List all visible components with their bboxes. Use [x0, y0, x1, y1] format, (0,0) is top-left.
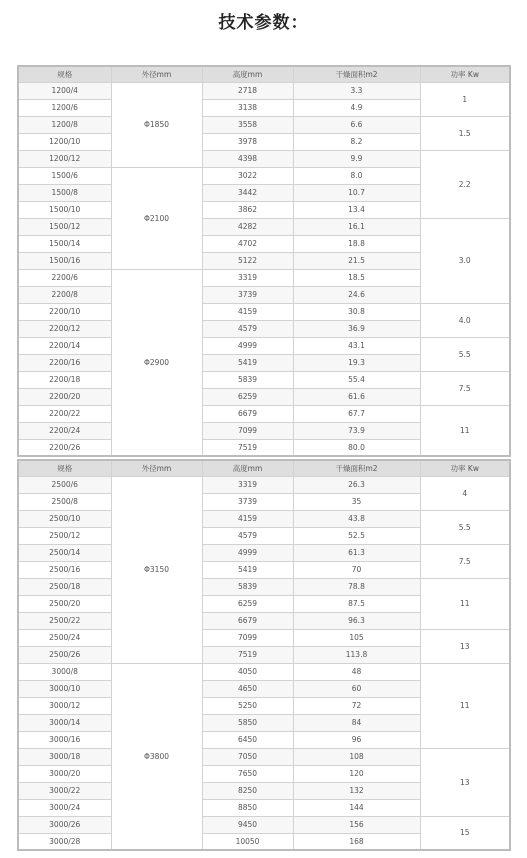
- table-row: [18, 629, 510, 646]
- height-cell: 7519: [202, 439, 293, 456]
- spec-cell: 3000/16: [18, 731, 111, 748]
- spec-cell: 2500/6: [18, 476, 111, 493]
- area-cell: 19.3: [293, 354, 420, 371]
- height-cell: 5250: [202, 697, 293, 714]
- area-cell: 120: [293, 765, 420, 782]
- height-cell: 7099: [202, 422, 293, 439]
- area-cell: 8.2: [293, 133, 420, 150]
- area-cell: 73.9: [293, 422, 420, 439]
- spec-cell: 3000/20: [18, 765, 111, 782]
- spec-cell: 2500/10: [18, 510, 111, 527]
- spec-cell: 3000/28: [18, 833, 111, 850]
- area-cell: 156: [293, 816, 420, 833]
- height-cell: 4282: [202, 218, 293, 235]
- spec-cell: 3000/12: [18, 697, 111, 714]
- power-cell: 1.5: [420, 116, 510, 150]
- spec-cell: 1200/8: [18, 116, 111, 133]
- height-cell: 4702: [202, 235, 293, 252]
- spec-cell: 2500/26: [18, 646, 111, 663]
- height-cell: 4159: [202, 510, 293, 527]
- height-cell: 6679: [202, 612, 293, 629]
- page-title: 技术参数：: [218, 13, 309, 33]
- area-cell: 18.8: [293, 235, 420, 252]
- height-cell: 4650: [202, 680, 293, 697]
- table-row: [18, 82, 510, 99]
- area-cell: 9.9: [293, 150, 420, 167]
- spec-cell: 2200/24: [18, 422, 111, 439]
- spec-cell: 3000/22: [18, 782, 111, 799]
- height-cell: 6450: [202, 731, 293, 748]
- area-cell: 43.8: [293, 510, 420, 527]
- area-cell: 113.8: [293, 646, 420, 663]
- height-cell: 4999: [202, 337, 293, 354]
- height-cell: 8250: [202, 782, 293, 799]
- header-diameter: 外径mm: [111, 460, 202, 476]
- area-cell: 70: [293, 561, 420, 578]
- power-cell: 7.5: [420, 544, 510, 578]
- height-cell: 9450: [202, 816, 293, 833]
- height-cell: 3739: [202, 493, 293, 510]
- spec-cell: 1200/4: [18, 82, 111, 99]
- height-cell: 5419: [202, 354, 293, 371]
- spec-cell: 2200/20: [18, 388, 111, 405]
- table-header-row: [18, 460, 510, 476]
- area-cell: 144: [293, 799, 420, 816]
- power-cell: 5.5: [420, 510, 510, 544]
- power-cell: 2.2: [420, 150, 510, 218]
- power-cell: 11: [420, 405, 510, 456]
- area-cell: 84: [293, 714, 420, 731]
- spec-table-1: [17, 65, 511, 457]
- table-row: [18, 116, 510, 133]
- area-cell: 61.3: [293, 544, 420, 561]
- area-cell: 3.3: [293, 82, 420, 99]
- area-cell: 105: [293, 629, 420, 646]
- height-cell: 5839: [202, 371, 293, 388]
- area-cell: 18.5: [293, 269, 420, 286]
- spec-cell: 1500/6: [18, 167, 111, 184]
- height-cell: 6259: [202, 388, 293, 405]
- height-cell: 5419: [202, 561, 293, 578]
- height-cell: 3138: [202, 99, 293, 116]
- area-cell: 168: [293, 833, 420, 850]
- area-cell: 72: [293, 697, 420, 714]
- spec-cell: 1200/12: [18, 150, 111, 167]
- height-cell: 8850: [202, 799, 293, 816]
- spec-cell: 2500/18: [18, 578, 111, 595]
- spec-cell: 2500/14: [18, 544, 111, 561]
- spec-cell: 3000/24: [18, 799, 111, 816]
- table-header-row: [18, 66, 510, 82]
- height-cell: 5850: [202, 714, 293, 731]
- area-cell: 48: [293, 663, 420, 680]
- area-cell: 96.3: [293, 612, 420, 629]
- height-cell: 3442: [202, 184, 293, 201]
- height-cell: 5122: [202, 252, 293, 269]
- spec-cell: 2200/14: [18, 337, 111, 354]
- table-row: [18, 578, 510, 595]
- table-row: [18, 476, 510, 493]
- area-cell: 87.5: [293, 595, 420, 612]
- spec-cell: 3000/14: [18, 714, 111, 731]
- area-cell: 52.5: [293, 527, 420, 544]
- area-cell: 36.9: [293, 320, 420, 337]
- spec-cell: 2200/22: [18, 405, 111, 422]
- height-cell: 3558: [202, 116, 293, 133]
- area-cell: 43.1: [293, 337, 420, 354]
- power-cell: 15: [420, 816, 510, 850]
- diameter-cell: Φ3150: [111, 476, 202, 663]
- spec-cell: 3000/26: [18, 816, 111, 833]
- power-cell: 5.5: [420, 337, 510, 371]
- height-cell: 4579: [202, 527, 293, 544]
- height-cell: 2718: [202, 82, 293, 99]
- spec-cell: 1200/10: [18, 133, 111, 150]
- area-cell: 67.7: [293, 405, 420, 422]
- area-cell: 96: [293, 731, 420, 748]
- spec-cell: 2200/8: [18, 286, 111, 303]
- area-cell: 26.3: [293, 476, 420, 493]
- spec-cell: 2200/16: [18, 354, 111, 371]
- area-cell: 30.8: [293, 303, 420, 320]
- height-cell: 3978: [202, 133, 293, 150]
- area-cell: 10.7: [293, 184, 420, 201]
- spec-cell: 2500/12: [18, 527, 111, 544]
- table-row: [18, 337, 510, 354]
- area-cell: 80.0: [293, 439, 420, 456]
- height-cell: 4999: [202, 544, 293, 561]
- header-spec: 规格: [18, 460, 111, 476]
- height-cell: 3022: [202, 167, 293, 184]
- area-cell: 21.5: [293, 252, 420, 269]
- spec-cell: 1200/6: [18, 99, 111, 116]
- diameter-cell: Φ2100: [111, 167, 202, 269]
- table-row: [18, 218, 510, 235]
- height-cell: 7519: [202, 646, 293, 663]
- spec-cell: 2500/24: [18, 629, 111, 646]
- header-power: 功率 Kw: [420, 460, 510, 476]
- spec-cell: 3000/10: [18, 680, 111, 697]
- spec-cell: 1500/12: [18, 218, 111, 235]
- diameter-cell: Φ2900: [111, 269, 202, 456]
- table-row: [18, 510, 510, 527]
- spec-cell: 2200/18: [18, 371, 111, 388]
- spec-cell: 1500/10: [18, 201, 111, 218]
- power-cell: 1: [420, 82, 510, 116]
- header-height: 高度mm: [202, 66, 293, 82]
- table-row: [18, 663, 510, 680]
- spec-cell: 2500/16: [18, 561, 111, 578]
- header-height: 高度mm: [202, 460, 293, 476]
- table-row: [18, 303, 510, 320]
- height-cell: 3739: [202, 286, 293, 303]
- header-spec: 规格: [18, 66, 111, 82]
- area-cell: 16.1: [293, 218, 420, 235]
- header-drying-area: 干燥面积m2: [293, 460, 420, 476]
- height-cell: 4398: [202, 150, 293, 167]
- diameter-cell: Φ3800: [111, 663, 202, 850]
- power-cell: 4: [420, 476, 510, 510]
- spec-table-2: [17, 459, 511, 851]
- spec-cell: 2500/8: [18, 493, 111, 510]
- table-row: [18, 748, 510, 765]
- area-cell: 132: [293, 782, 420, 799]
- height-cell: 7650: [202, 765, 293, 782]
- spec-cell: 1500/16: [18, 252, 111, 269]
- area-cell: 78.8: [293, 578, 420, 595]
- area-cell: 55.4: [293, 371, 420, 388]
- height-cell: 6679: [202, 405, 293, 422]
- power-cell: 11: [420, 663, 510, 748]
- spec-cell: 1500/8: [18, 184, 111, 201]
- table-row: [18, 544, 510, 561]
- header-diameter: 外径mm: [111, 66, 202, 82]
- spec-cell: 3000/8: [18, 663, 111, 680]
- height-cell: 3319: [202, 269, 293, 286]
- height-cell: 7050: [202, 748, 293, 765]
- height-cell: 7099: [202, 629, 293, 646]
- header-power: 功率 Kw: [420, 66, 510, 82]
- area-cell: 8.0: [293, 167, 420, 184]
- spec-cell: 2500/22: [18, 612, 111, 629]
- power-cell: 13: [420, 748, 510, 816]
- area-cell: 108: [293, 748, 420, 765]
- height-cell: 3862: [202, 201, 293, 218]
- spec-cell: 2200/12: [18, 320, 111, 337]
- height-cell: 5839: [202, 578, 293, 595]
- power-cell: 4.0: [420, 303, 510, 337]
- diameter-cell: Φ1850: [111, 82, 202, 167]
- table-row: [18, 371, 510, 388]
- table-row: [18, 816, 510, 833]
- height-cell: 4579: [202, 320, 293, 337]
- spec-cell: 2200/6: [18, 269, 111, 286]
- power-cell: 3.0: [420, 218, 510, 303]
- spec-cell: 3000/18: [18, 748, 111, 765]
- spec-cell: 1500/14: [18, 235, 111, 252]
- area-cell: 6.6: [293, 116, 420, 133]
- area-cell: 60: [293, 680, 420, 697]
- area-cell: 61.6: [293, 388, 420, 405]
- height-cell: 3319: [202, 476, 293, 493]
- spec-cell: 2200/10: [18, 303, 111, 320]
- table-row: [18, 150, 510, 167]
- header-drying-area: 干燥面积m2: [293, 66, 420, 82]
- height-cell: 4050: [202, 663, 293, 680]
- height-cell: 10050: [202, 833, 293, 850]
- area-cell: 24.6: [293, 286, 420, 303]
- power-cell: 11: [420, 578, 510, 629]
- area-cell: 13.4: [293, 201, 420, 218]
- table-row: [18, 405, 510, 422]
- power-cell: 13: [420, 629, 510, 663]
- area-cell: 4.9: [293, 99, 420, 116]
- area-cell: 35: [293, 493, 420, 510]
- spec-cell: 2500/20: [18, 595, 111, 612]
- spec-cell: 2200/26: [18, 439, 111, 456]
- height-cell: 6259: [202, 595, 293, 612]
- height-cell: 4159: [202, 303, 293, 320]
- power-cell: 7.5: [420, 371, 510, 405]
